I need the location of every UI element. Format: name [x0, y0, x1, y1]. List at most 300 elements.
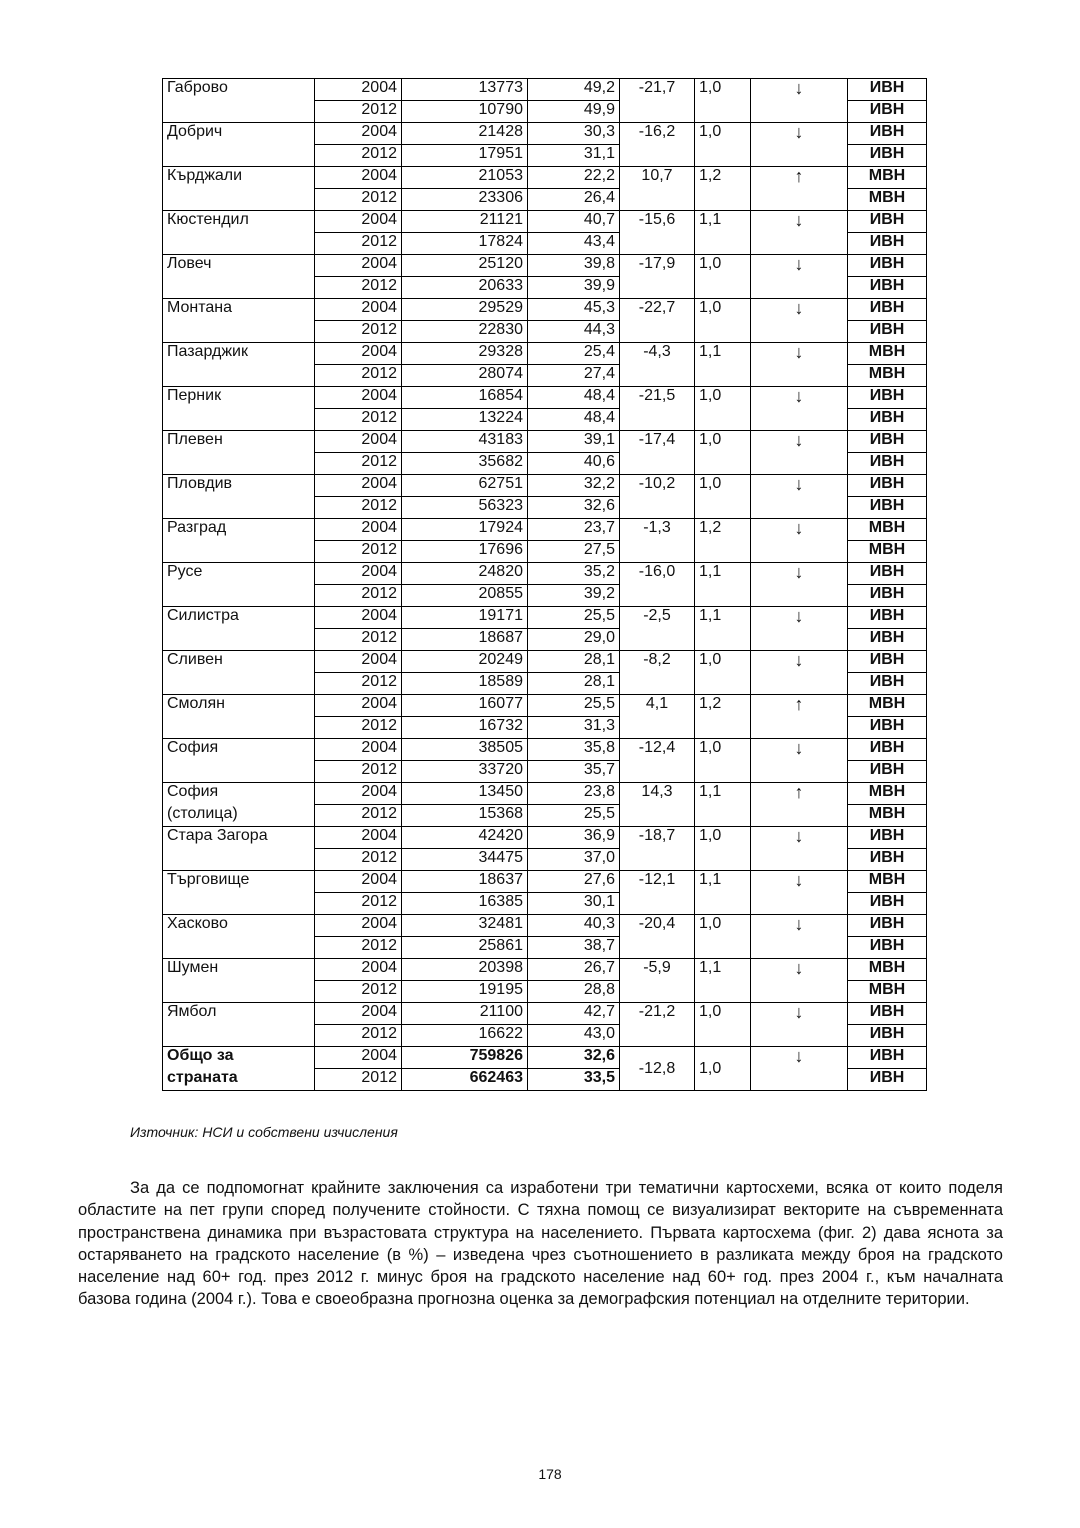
urban-60plus-percent: 29,0 — [528, 629, 620, 651]
region-name: Русе — [163, 563, 315, 607]
index-value: 1,0 — [695, 79, 751, 123]
urban-60plus-count: 21121 — [402, 211, 528, 233]
urban-60plus-count: 32481 — [402, 915, 528, 937]
urban-60plus-percent: 35,2 — [528, 563, 620, 585]
aging-class: ИВН — [848, 937, 927, 959]
urban-60plus-count: 25120 — [402, 255, 528, 277]
trend-arrow-icon: ↓ — [751, 651, 848, 695]
index-value: 1,0 — [695, 431, 751, 475]
aging-class: ИВН — [848, 1069, 927, 1091]
aging-class: ИВН — [848, 79, 927, 101]
year-cell: 2004 — [315, 343, 402, 365]
table-row — [163, 299, 927, 321]
trend-arrow-icon: ↓ — [751, 387, 848, 431]
urban-60plus-count: 17924 — [402, 519, 528, 541]
year-cell: 2012 — [315, 145, 402, 167]
table-row — [163, 167, 927, 189]
change-percent: -22,7 — [620, 299, 695, 343]
urban-60plus-percent: 31,3 — [528, 717, 620, 739]
aging-class: ИВН — [848, 585, 927, 607]
trend-arrow-icon: ↓ — [751, 79, 848, 123]
aging-class: МВН — [848, 695, 927, 717]
year-cell: 2004 — [315, 739, 402, 761]
region-name: Шумен — [163, 959, 315, 1003]
urban-60plus-percent: 25,5 — [528, 695, 620, 717]
urban-60plus-percent: 25,5 — [528, 805, 620, 827]
urban-60plus-count: 18687 — [402, 629, 528, 651]
urban-60plus-count: 24820 — [402, 563, 528, 585]
index-value: 1,0 — [695, 827, 751, 871]
table-row — [163, 739, 927, 761]
change-percent: -16,2 — [620, 123, 695, 167]
urban-60plus-count: 62751 — [402, 475, 528, 497]
urban-60plus-percent: 27,6 — [528, 871, 620, 893]
table-row — [163, 695, 927, 717]
aging-class: ИВН — [848, 101, 927, 123]
region-name: Смолян — [163, 695, 315, 739]
year-cell: 2004 — [315, 123, 402, 145]
aging-class: МВН — [848, 783, 927, 805]
index-value: 1,0 — [695, 299, 751, 343]
year-cell: 2004 — [315, 475, 402, 497]
aging-class: МВН — [848, 189, 927, 211]
region-name: София — [163, 783, 315, 805]
region-name: Сливен — [163, 651, 315, 695]
region-name: Кюстендил — [163, 211, 315, 255]
year-cell: 2012 — [315, 717, 402, 739]
trend-arrow-icon: ↓ — [751, 739, 848, 783]
aging-class: ИВН — [848, 827, 927, 849]
urban-60plus-percent: 48,4 — [528, 409, 620, 431]
urban-60plus-percent: 35,7 — [528, 761, 620, 783]
year-cell: 2012 — [315, 409, 402, 431]
change-percent: -2,5 — [620, 607, 695, 651]
index-value: 1,0 — [695, 387, 751, 431]
urban-60plus-percent: 39,9 — [528, 277, 620, 299]
year-cell: 2004 — [315, 563, 402, 585]
urban-60plus-percent: 40,7 — [528, 211, 620, 233]
aging-class: МВН — [848, 343, 927, 365]
urban-60plus-percent: 25,5 — [528, 607, 620, 629]
year-cell: 2012 — [315, 497, 402, 519]
urban-60plus-count: 35682 — [402, 453, 528, 475]
index-value: 1,1 — [695, 563, 751, 607]
year-cell: 2004 — [315, 1047, 402, 1069]
aging-class: ИВН — [848, 211, 927, 233]
urban-60plus-percent: 48,4 — [528, 387, 620, 409]
urban-60plus-count: 21428 — [402, 123, 528, 145]
aging-class: ИВН — [848, 1025, 927, 1047]
urban-60plus-count: 21053 — [402, 167, 528, 189]
urban-60plus-percent: 28,8 — [528, 981, 620, 1003]
urban-60plus-percent: 30,3 — [528, 123, 620, 145]
urban-60plus-count: 15368 — [402, 805, 528, 827]
year-cell: 2012 — [315, 189, 402, 211]
change-percent: 14,3 — [620, 783, 695, 827]
aging-class: ИВН — [848, 145, 927, 167]
table-row — [163, 475, 927, 497]
region-name: Разград — [163, 519, 315, 563]
urban-60plus-count: 23306 — [402, 189, 528, 211]
aging-class: ИВН — [848, 651, 927, 673]
index-value: 1,0 — [695, 1003, 751, 1047]
aging-class: ИВН — [848, 739, 927, 761]
index-value: 1,0 — [695, 475, 751, 519]
page-number: 178 — [538, 1466, 562, 1482]
urban-60plus-count: 17696 — [402, 541, 528, 563]
urban-60plus-percent: 42,7 — [528, 1003, 620, 1025]
urban-60plus-percent: 39,2 — [528, 585, 620, 607]
trend-arrow-icon: ↓ — [751, 123, 848, 167]
trend-arrow-icon: ↑ — [751, 783, 848, 827]
urban-60plus-count: 34475 — [402, 849, 528, 871]
table-row — [163, 431, 927, 453]
aging-class: МВН — [848, 519, 927, 541]
urban-60plus-count: 43183 — [402, 431, 528, 453]
urban-60plus-count: 22830 — [402, 321, 528, 343]
region-name: Добрич — [163, 123, 315, 167]
region-name: Силистра — [163, 607, 315, 651]
change-percent: -18,7 — [620, 827, 695, 871]
urban-60plus-percent: 27,4 — [528, 365, 620, 387]
index-value: 1,0 — [695, 739, 751, 783]
urban-60plus-percent: 49,2 — [528, 79, 620, 101]
urban-60plus-percent: 31,1 — [528, 145, 620, 167]
trend-arrow-icon: ↑ — [751, 695, 848, 739]
year-cell: 2004 — [315, 871, 402, 893]
urban-60plus-count: 18589 — [402, 673, 528, 695]
year-cell: 2004 — [315, 959, 402, 981]
urban-60plus-percent: 25,4 — [528, 343, 620, 365]
urban-60plus-count: 21100 — [402, 1003, 528, 1025]
change-percent: -15,6 — [620, 211, 695, 255]
region-name: Монтана — [163, 299, 315, 343]
aging-class: ИВН — [848, 607, 927, 629]
urban-60plus-count: 29328 — [402, 343, 528, 365]
urban-60plus-percent: 40,6 — [528, 453, 620, 475]
region-name: Стара Загора — [163, 827, 315, 871]
region-name: Перник — [163, 387, 315, 431]
table-body — [163, 79, 927, 1091]
year-cell: 2004 — [315, 299, 402, 321]
urban-60plus-count: 20249 — [402, 651, 528, 673]
aging-class: ИВН — [848, 299, 927, 321]
aging-class: ИВН — [848, 387, 927, 409]
region-name: Плевен — [163, 431, 315, 475]
region-name: Ловеч — [163, 255, 315, 299]
aging-class: ИВН — [848, 321, 927, 343]
aging-class: ИВН — [848, 629, 927, 651]
region-name: Пазарджик — [163, 343, 315, 387]
urban-60plus-count: 16077 — [402, 695, 528, 717]
trend-arrow-icon: ↓ — [751, 871, 848, 915]
trend-arrow-icon: ↓ — [751, 915, 848, 959]
urban-60plus-count: 13224 — [402, 409, 528, 431]
urban-aging-table — [162, 78, 927, 1091]
aging-class: МВН — [848, 365, 927, 387]
urban-60plus-percent: 33,5 — [528, 1069, 620, 1091]
urban-60plus-percent: 39,8 — [528, 255, 620, 277]
year-cell: 2004 — [315, 387, 402, 409]
aging-class: ИВН — [848, 1047, 927, 1069]
urban-60plus-count: 16732 — [402, 717, 528, 739]
trend-arrow-icon: ↓ — [751, 959, 848, 1003]
table-row — [163, 123, 927, 145]
urban-60plus-count: 20633 — [402, 277, 528, 299]
urban-60plus-count: 13450 — [402, 783, 528, 805]
change-percent: -21,5 — [620, 387, 695, 431]
trend-arrow-icon: ↓ — [751, 563, 848, 607]
urban-60plus-count: 20398 — [402, 959, 528, 981]
change-percent: -10,2 — [620, 475, 695, 519]
aging-class: ИВН — [848, 563, 927, 585]
year-cell: 2004 — [315, 827, 402, 849]
urban-60plus-percent: 27,5 — [528, 541, 620, 563]
trend-arrow-icon: ↓ — [751, 211, 848, 255]
aging-class: МВН — [848, 981, 927, 1003]
region-name: Хасково — [163, 915, 315, 959]
index-value: 1,2 — [695, 167, 751, 211]
region-name: Кърджали — [163, 167, 315, 211]
urban-60plus-percent: 30,1 — [528, 893, 620, 915]
year-cell: 2004 — [315, 167, 402, 189]
table-row — [163, 563, 927, 585]
change-percent: -21,2 — [620, 1003, 695, 1047]
change-percent: -1,3 — [620, 519, 695, 563]
urban-60plus-percent: 43,4 — [528, 233, 620, 255]
year-cell: 2012 — [315, 101, 402, 123]
aging-class: ИВН — [848, 123, 927, 145]
urban-60plus-percent: 23,8 — [528, 783, 620, 805]
index-value: 1,0 — [695, 123, 751, 167]
year-cell: 2004 — [315, 915, 402, 937]
urban-60plus-percent: 49,9 — [528, 101, 620, 123]
change-percent: -8,2 — [620, 651, 695, 695]
index-value: 1,1 — [695, 783, 751, 827]
year-cell: 2004 — [315, 519, 402, 541]
index-value: 1,1 — [695, 871, 751, 915]
change-percent: -4,3 — [620, 343, 695, 387]
urban-60plus-percent: 39,1 — [528, 431, 620, 453]
aging-class: МВН — [848, 167, 927, 189]
trend-arrow-icon: ↓ — [751, 475, 848, 519]
table-row — [163, 871, 927, 893]
aging-class: МВН — [848, 871, 927, 893]
urban-60plus-count: 17824 — [402, 233, 528, 255]
year-cell: 2012 — [315, 981, 402, 1003]
change-percent: 4,1 — [620, 695, 695, 739]
year-cell: 2004 — [315, 695, 402, 717]
urban-60plus-count: 10790 — [402, 101, 528, 123]
urban-60plus-count: 16385 — [402, 893, 528, 915]
urban-60plus-count: 29529 — [402, 299, 528, 321]
aging-class: ИВН — [848, 761, 927, 783]
year-cell: 2012 — [315, 805, 402, 827]
urban-60plus-percent: 26,7 — [528, 959, 620, 981]
urban-60plus-percent: 32,6 — [528, 497, 620, 519]
trend-arrow-icon: ↓ — [751, 1003, 848, 1047]
urban-60plus-count: 25861 — [402, 937, 528, 959]
region-name: Търговище — [163, 871, 315, 915]
year-cell: 2012 — [315, 585, 402, 607]
region-name: Ямбол — [163, 1003, 315, 1047]
region-name: Габрово — [163, 79, 315, 123]
trend-arrow-icon: ↓ — [751, 299, 848, 343]
year-cell: 2004 — [315, 255, 402, 277]
table-row — [163, 387, 927, 409]
change-percent: -20,4 — [620, 915, 695, 959]
index-value: 1,1 — [695, 607, 751, 651]
urban-60plus-percent: 40,3 — [528, 915, 620, 937]
urban-60plus-percent: 22,2 — [528, 167, 620, 189]
trend-arrow-icon: ↓ — [751, 607, 848, 651]
trend-arrow-icon: ↓ — [751, 343, 848, 387]
year-cell: 2012 — [315, 541, 402, 563]
urban-60plus-count: 662463 — [402, 1069, 528, 1091]
year-cell: 2004 — [315, 651, 402, 673]
year-cell: 2004 — [315, 607, 402, 629]
urban-60plus-percent: 44,3 — [528, 321, 620, 343]
paragraph-text: За да се подпомогнат крайните заключения са изработени три тематични картосхеми, всяка от които поделя областите на пет групи според получените стойности. С тяхна помощ се визуализират векторите на съвременната пространствена динамика при възрастовата структура на населението. Първата картосхема (фиг. 2) дава яснота за остаряването на градското население (в %) – изведена чрез съотношението в разликата между броя на градското население над 60+ год. през 2012 г. минус броя на градското население над 60+ год. през 2004 г., към началната базова година (2004 г.). Това е своеобразна прогнозна оценка за демографския потенциал на отделните територии. — [78, 1179, 1003, 1309]
year-cell: 2012 — [315, 673, 402, 695]
year-cell: 2012 — [315, 365, 402, 387]
table-source-note: Източник: НСИ и собствени изчисления — [130, 1124, 398, 1140]
change-percent: -16,0 — [620, 563, 695, 607]
table-row — [163, 343, 927, 365]
urban-60plus-count: 33720 — [402, 761, 528, 783]
aging-class: ИВН — [848, 409, 927, 431]
urban-60plus-percent: 37,0 — [528, 849, 620, 871]
trend-arrow-icon: ↓ — [751, 431, 848, 475]
change-percent: -12,1 — [620, 871, 695, 915]
table-row — [163, 607, 927, 629]
urban-60plus-count: 759826 — [402, 1047, 528, 1069]
urban-60plus-count: 18637 — [402, 871, 528, 893]
change-percent: -17,9 — [620, 255, 695, 299]
aging-class: ИВН — [848, 717, 927, 739]
urban-60plus-count: 28074 — [402, 365, 528, 387]
region-name-continued: страната — [163, 1069, 315, 1091]
change-percent: -17,4 — [620, 431, 695, 475]
trend-arrow-icon: ↓ — [751, 519, 848, 563]
aging-class: ИВН — [848, 893, 927, 915]
year-cell: 2012 — [315, 849, 402, 871]
trend-arrow-icon: ↓ — [751, 255, 848, 299]
table-row — [163, 651, 927, 673]
table-row — [163, 211, 927, 233]
aging-class: ИВН — [848, 849, 927, 871]
year-cell: 2012 — [315, 893, 402, 915]
index-value: 1,0 — [695, 651, 751, 695]
table-row — [163, 255, 927, 277]
year-cell: 2012 — [315, 1025, 402, 1047]
urban-60plus-count: 13773 — [402, 79, 528, 101]
index-value: 1,0 — [695, 1047, 751, 1091]
urban-60plus-count: 17951 — [402, 145, 528, 167]
aging-class: ИВН — [848, 475, 927, 497]
urban-60plus-percent: 36,9 — [528, 827, 620, 849]
year-cell: 2004 — [315, 1003, 402, 1025]
index-value: 1,0 — [695, 915, 751, 959]
table-row — [163, 519, 927, 541]
urban-60plus-count: 38505 — [402, 739, 528, 761]
index-value: 1,2 — [695, 519, 751, 563]
year-cell: 2012 — [315, 761, 402, 783]
trend-arrow-icon: ↓ — [751, 1047, 848, 1091]
urban-60plus-count: 16622 — [402, 1025, 528, 1047]
region-name: Общо за — [163, 1047, 315, 1069]
body-paragraph — [78, 1177, 1003, 1311]
aging-class: ИВН — [848, 277, 927, 299]
change-percent: -12,4 — [620, 739, 695, 783]
table-row — [163, 915, 927, 937]
change-percent: 10,7 — [620, 167, 695, 211]
year-cell: 2012 — [315, 629, 402, 651]
index-value: 1,1 — [695, 211, 751, 255]
region-name-continued: (столица) — [163, 805, 315, 827]
trend-arrow-icon: ↓ — [751, 827, 848, 871]
urban-60plus-count: 56323 — [402, 497, 528, 519]
year-cell: 2012 — [315, 1069, 402, 1091]
urban-60plus-count: 20855 — [402, 585, 528, 607]
urban-60plus-percent: 28,1 — [528, 673, 620, 695]
table-row — [163, 827, 927, 849]
year-cell: 2004 — [315, 431, 402, 453]
total-row-2004 — [163, 1047, 927, 1069]
year-cell: 2012 — [315, 321, 402, 343]
aging-class: МВН — [848, 959, 927, 981]
table-row — [163, 959, 927, 981]
year-cell: 2012 — [315, 453, 402, 475]
index-value: 1,1 — [695, 959, 751, 1003]
change-percent: -12,8 — [620, 1047, 695, 1091]
change-percent: -5,9 — [620, 959, 695, 1003]
urban-60plus-percent: 23,7 — [528, 519, 620, 541]
table-row — [163, 79, 927, 101]
aging-class: ИВН — [848, 233, 927, 255]
urban-60plus-percent: 32,6 — [528, 1047, 620, 1069]
urban-60plus-percent: 43,0 — [528, 1025, 620, 1047]
year-cell: 2012 — [315, 937, 402, 959]
aging-class: МВН — [848, 541, 927, 563]
year-cell: 2012 — [315, 277, 402, 299]
urban-60plus-percent: 38,7 — [528, 937, 620, 959]
aging-class: ИВН — [848, 431, 927, 453]
aging-class: ИВН — [848, 1003, 927, 1025]
aging-class: ИВН — [848, 255, 927, 277]
urban-60plus-percent: 26,4 — [528, 189, 620, 211]
table-row — [163, 1003, 927, 1025]
aging-class: ИВН — [848, 915, 927, 937]
aging-class: ИВН — [848, 453, 927, 475]
year-cell: 2012 — [315, 233, 402, 255]
urban-60plus-percent: 45,3 — [528, 299, 620, 321]
index-value: 1,2 — [695, 695, 751, 739]
region-name: София — [163, 739, 315, 783]
index-value: 1,1 — [695, 343, 751, 387]
urban-60plus-count: 19195 — [402, 981, 528, 1003]
urban-60plus-percent: 28,1 — [528, 651, 620, 673]
table-row — [163, 783, 927, 805]
year-cell: 2004 — [315, 79, 402, 101]
urban-60plus-count: 16854 — [402, 387, 528, 409]
urban-60plus-count: 19171 — [402, 607, 528, 629]
change-percent: -21,7 — [620, 79, 695, 123]
urban-60plus-percent: 32,2 — [528, 475, 620, 497]
urban-60plus-percent: 35,8 — [528, 739, 620, 761]
urban-60plus-count: 42420 — [402, 827, 528, 849]
region-name: Пловдив — [163, 475, 315, 519]
